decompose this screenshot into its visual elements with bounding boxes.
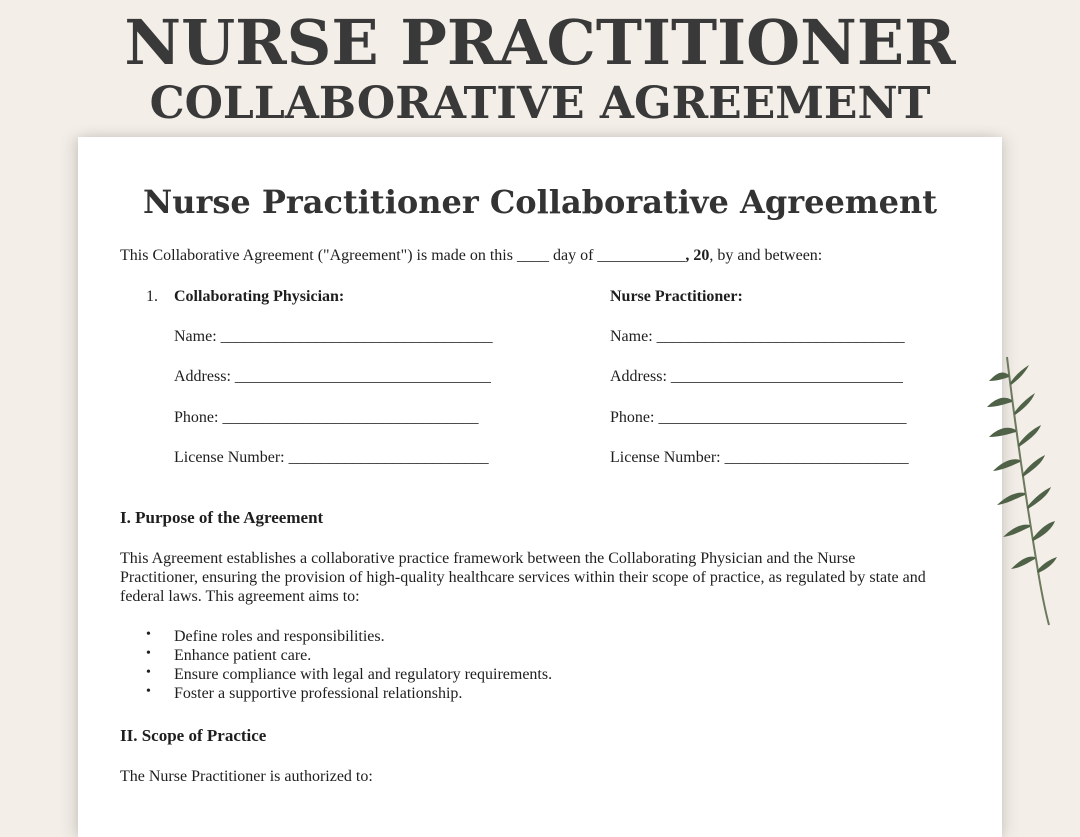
list-item: Ensure compliance with legal and regulatory requirements.	[174, 666, 553, 683]
np-phone-field[interactable]: Phone: _______________________________	[610, 409, 907, 426]
intro-year: , 20	[685, 247, 710, 264]
bullet-icon: •	[146, 646, 151, 661]
physician-name-field[interactable]: Name: __________________________________	[174, 328, 493, 345]
intro-end: , by and between:	[709, 247, 823, 264]
np-license-field[interactable]: License Number: _______________________	[610, 449, 909, 466]
document-title: Nurse Practitioner Collaborative Agreement	[142, 183, 938, 221]
intro-text: This Collaborative Agreement ("Agreement") is made on this ____ day of ___________	[120, 247, 686, 264]
section-1-paragraph-line: Practitioner, ensuring the provision of high-quality healthcare services within their scope of practice, as regulated by state and	[120, 569, 926, 586]
section-1-heading: I. Purpose of the Agreement	[120, 508, 324, 527]
bullet-icon: •	[146, 665, 151, 680]
np-name-field[interactable]: Name: _______________________________	[610, 328, 905, 345]
rosemary-sprig-icon	[985, 355, 1065, 630]
intro-line	[120, 246, 822, 265]
section-1-paragraph-line: federal laws. This agreement aims to:	[120, 588, 360, 605]
banner-title: NURSE PRACTITIONER	[124, 6, 956, 79]
physician-address-field[interactable]: Address: ________________________________	[174, 368, 491, 385]
np-heading: Nurse Practitioner:	[610, 288, 743, 305]
section-2-heading: II. Scope of Practice	[120, 726, 267, 745]
list-item: Enhance patient care.	[174, 647, 312, 664]
list-item: Foster a supportive professional relationship.	[174, 685, 463, 702]
party-number: 1.	[146, 288, 158, 305]
document-page	[78, 137, 1002, 837]
section-2-paragraph: The Nurse Practitioner is authorized to:	[120, 768, 373, 785]
list-item: Define roles and responsibilities.	[174, 628, 385, 645]
physician-license-field[interactable]: License Number: _________________________	[174, 449, 489, 466]
bullet-icon: •	[146, 684, 151, 699]
section-1-paragraph-line: This Agreement establishes a collaborative practice framework between the Collaborating Physician and the Nurse	[120, 550, 856, 567]
banner-subtitle: COLLABORATIVE AGREEMENT	[149, 78, 931, 129]
physician-phone-field[interactable]: Phone: ________________________________	[174, 409, 479, 426]
bullet-icon: •	[146, 627, 151, 642]
physician-heading: Collaborating Physician:	[174, 288, 345, 305]
np-address-field[interactable]: Address: _____________________________	[610, 368, 903, 385]
